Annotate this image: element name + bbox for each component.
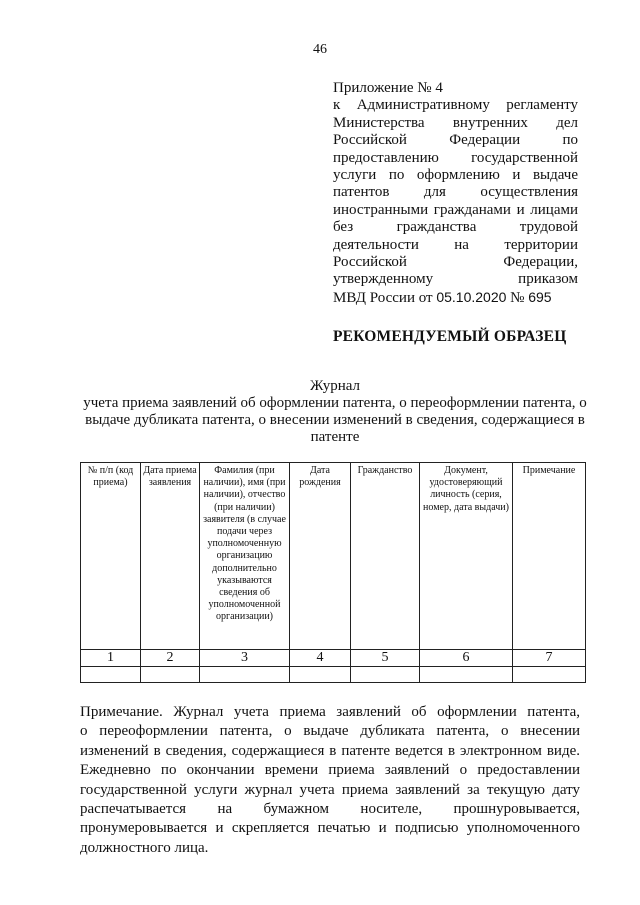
note-paragraph: [80, 703, 580, 858]
appendix-line: к Административному регламенту: [333, 97, 578, 114]
empty-cell: [513, 667, 586, 683]
empty-cell: [141, 667, 200, 683]
note-line: распечатывается на бумажном носителе, прошнуровывается,: [80, 801, 580, 818]
appendix-line: Российской Федерации по: [333, 132, 578, 149]
column-header: Дата приема заявления: [141, 463, 200, 650]
appendix-line: Российской Федерации,: [333, 254, 578, 271]
order-reference: [333, 289, 578, 307]
appendix-line: утвержденному приказом: [333, 271, 578, 288]
sample-label: РЕКОМЕНДУЕМЫЙ ОБРАЗЕЦ: [333, 328, 567, 345]
column-header: Фамилия (при наличии), имя (при наличии), отчество (при наличии) заявителя (в случае подачи через уполномоченную организацию дополнительно указываются сведения об уполномоченной организации): [200, 463, 290, 650]
column-number: 5: [351, 650, 420, 667]
empty-cell: [351, 667, 420, 683]
appendix-line: услуги по оформлению и выдаче: [333, 167, 578, 184]
empty-cell: [200, 667, 290, 683]
column-number: 2: [141, 650, 200, 667]
column-header: № п/п (код приема): [81, 463, 141, 650]
column-header: Дата рождения: [290, 463, 351, 650]
column-number-row: [81, 650, 586, 667]
appendix-line: Министерства внутренних дел: [333, 114, 578, 131]
order-number: 695: [528, 288, 552, 305]
journal-table: [80, 462, 586, 683]
note-line: изменений в сведения, содержащиеся в патенте ведется в электронном виде.: [80, 742, 580, 759]
appendix-line: деятельности на территории: [333, 236, 578, 253]
empty-row: [81, 667, 586, 683]
column-header: Документ, удостоверяющий личность (серия, номер, дата выдачи): [420, 463, 513, 650]
journal-heading: [80, 378, 590, 446]
journal-title: Журнал: [309, 378, 360, 394]
appendix-line: без гражданства трудовой: [333, 219, 578, 236]
column-number: 7: [513, 650, 586, 667]
order-prefix: МВД России от: [333, 289, 433, 306]
note-line: пронумеровывается и скрепляется печатью и подписью уполномоченного: [80, 820, 580, 837]
appendix-line: предоставлению государственной: [333, 149, 578, 166]
column-number: 3: [200, 650, 290, 667]
appendix-header: [333, 80, 578, 307]
order-date: 05.10.2020: [436, 288, 507, 305]
empty-cell: [290, 667, 351, 683]
note-line: о переоформлении патента, о выдаче дубликата патента, о внесении: [80, 723, 580, 740]
appendix-title: Приложение № 4: [333, 80, 443, 96]
order-number-prefix: №: [510, 289, 525, 306]
note-last-line: должностного лица.: [80, 839, 209, 856]
table-header-row: [81, 463, 586, 650]
empty-cell: [420, 667, 513, 683]
page-number: 46: [313, 42, 327, 57]
column-header: Примечание: [513, 463, 586, 650]
journal-subtitle: учета приема заявлений об оформлении патента, о переоформлении патента, о выдаче дубликата патента, о внесении изменений в сведения, содержащиеся в патенте: [83, 395, 587, 445]
column-header: Гражданство: [351, 463, 420, 650]
note-line: государственной услуги журнал учета приема заявлений за текущую дату: [80, 781, 580, 798]
appendix-line: патентов для осуществления: [333, 184, 578, 201]
empty-cell: [81, 667, 141, 683]
column-number: 4: [290, 650, 351, 667]
note-line: Примечание. Журнал учета приема заявлений об оформлении патента,: [80, 704, 580, 720]
appendix-line: иностранными гражданами и лицами: [333, 201, 578, 218]
column-number: 6: [420, 650, 513, 667]
column-number: 1: [81, 650, 141, 667]
note-line: Ежедневно по окончании времени приема заявлений о предоставлении: [80, 762, 580, 779]
